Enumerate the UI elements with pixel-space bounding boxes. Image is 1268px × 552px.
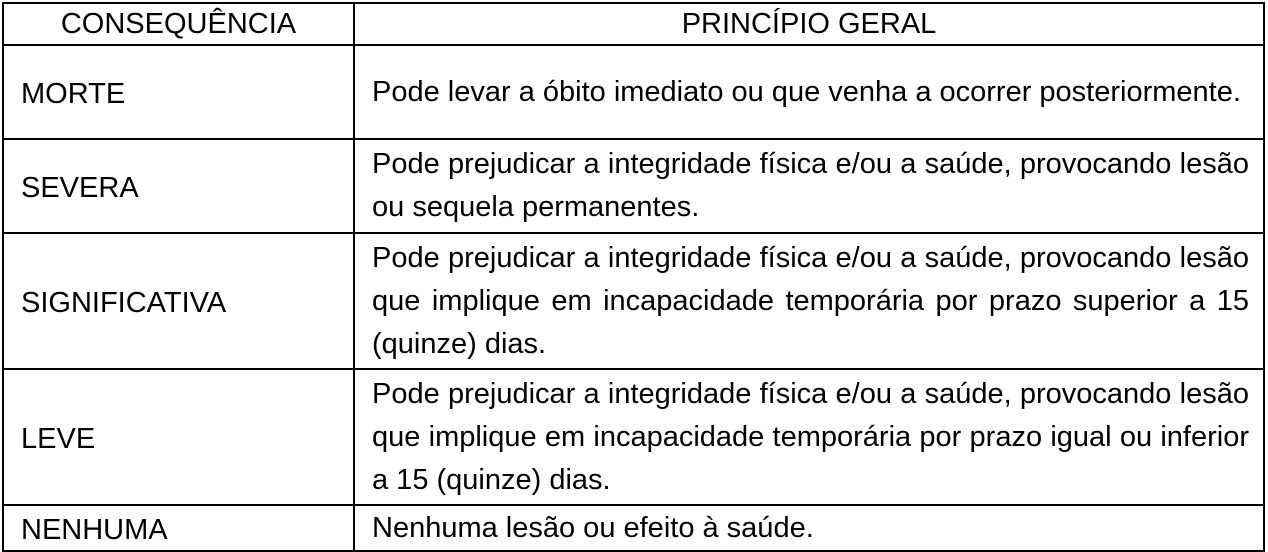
table-row bbox=[3, 369, 1264, 505]
principle-cell: Pode prejudicar a integridade física e/ou a saúde, provocando lesão que implique em incapacidade temporária por prazo superior a 15 (quinze) dias. bbox=[354, 233, 1264, 369]
table-header-row bbox=[3, 3, 1264, 45]
consequence-cell: SEVERA bbox=[3, 139, 354, 233]
principle-cell: Pode prejudicar a integridade física e/ou a saúde, provocando lesão que implique em incapacidade temporária por prazo igual ou inferior a 15 (quinze) dias. bbox=[354, 369, 1264, 505]
header-consequence: CONSEQUÊNCIA bbox=[3, 3, 354, 45]
consequence-cell: MORTE bbox=[3, 45, 354, 139]
table-row bbox=[3, 139, 1264, 233]
consequence-table bbox=[2, 2, 1265, 552]
table-row bbox=[3, 45, 1264, 139]
principle-cell: Pode levar a óbito imediato ou que venha a ocorrer posteriormente. bbox=[354, 45, 1264, 139]
principle-cell: Nenhuma lesão ou efeito à saúde. bbox=[354, 505, 1264, 551]
header-principle: PRINCÍPIO GERAL bbox=[354, 3, 1264, 45]
table-row bbox=[3, 505, 1264, 551]
table-row bbox=[3, 233, 1264, 369]
consequence-cell: LEVE bbox=[3, 369, 354, 505]
principle-cell: Pode prejudicar a integridade física e/ou a saúde, provocando lesão ou sequela permanentes. bbox=[354, 139, 1264, 233]
consequence-cell: SIGNIFICATIVA bbox=[3, 233, 354, 369]
consequence-cell: NENHUMA bbox=[3, 505, 354, 551]
